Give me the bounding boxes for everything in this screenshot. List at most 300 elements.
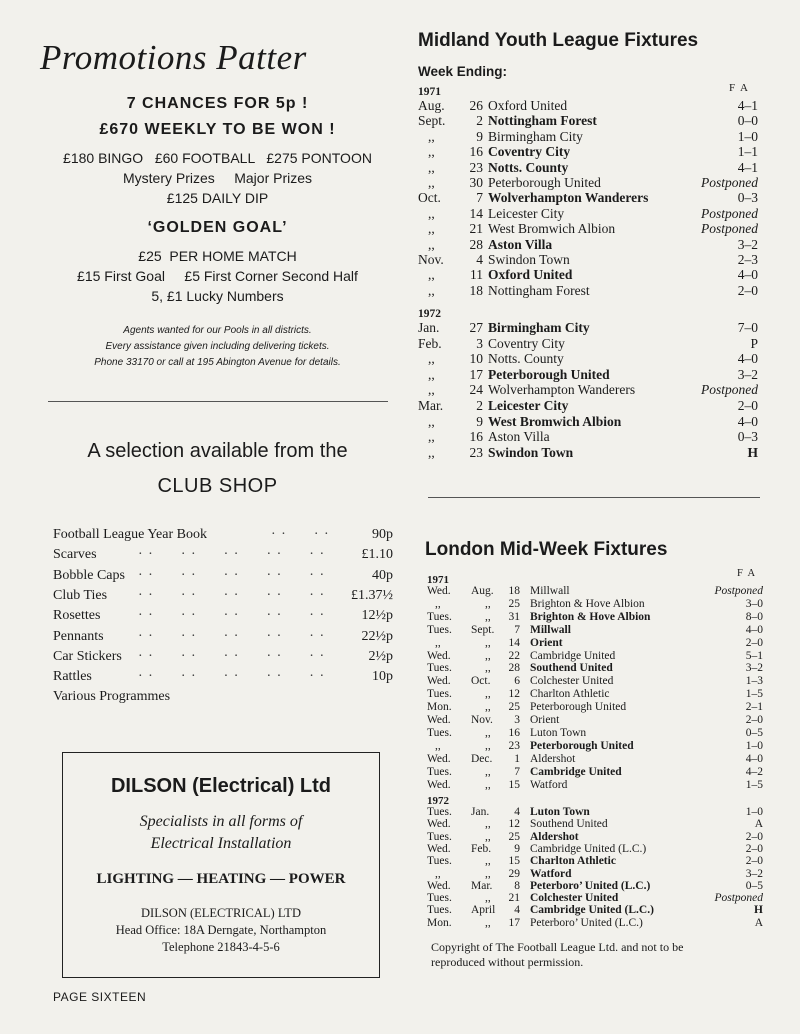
fixture-row	[427, 892, 765, 904]
fixture-opponent: Peterborough United	[488, 366, 610, 382]
fixture-month: ,,	[485, 610, 491, 623]
fixture-result: 2–0	[745, 830, 763, 843]
fixture-result: 1–0	[737, 128, 758, 144]
fixture-opponent: Aldershot	[530, 830, 579, 843]
london-year-1972: 1972	[427, 795, 449, 807]
fixture-weekday: Tues.	[427, 855, 452, 868]
fixture-row	[418, 414, 760, 430]
fixture-row	[418, 320, 760, 336]
shop-item-price: 90p	[372, 527, 393, 542]
fixture-opponent: Charlton Athletic	[530, 855, 616, 868]
shop-item-name: Rosettes	[53, 608, 101, 624]
leader-dots: · · · ·	[271, 527, 330, 542]
fixture-weekday: ,,	[435, 867, 441, 880]
london-year-1971: 1971	[427, 574, 449, 586]
london-title: London Mid-Week Fixtures	[425, 539, 668, 560]
fixture-opponent: Wolverhampton Wanderers	[488, 190, 649, 206]
fixture-month: ,,	[428, 267, 435, 283]
fixture-weekday: Tues.	[427, 662, 452, 675]
promo-prizes-line: £125 DAILY DIP	[166, 190, 269, 206]
fixture-result: 2–1	[745, 701, 763, 714]
leader-dots: · · · · · · · · · ·	[138, 648, 326, 664]
fixture-day: 28	[508, 662, 520, 675]
leader-dots: · · · · · · · · · ·	[138, 587, 326, 603]
shop-item	[53, 547, 393, 567]
fixture-weekday: Tues.	[427, 726, 452, 739]
fixture-result: 3–2	[745, 867, 763, 880]
fixture-opponent: Brighton & Hove Albion	[530, 610, 651, 623]
fixture-day: 29	[508, 867, 520, 880]
fixture-opponent: Millwall	[530, 585, 570, 597]
fixture-month: ,,	[485, 701, 491, 714]
fixture-day: 4	[514, 806, 520, 818]
fixture-month: ,,	[428, 366, 435, 382]
fixture-month: ,,	[485, 778, 491, 791]
fixture-day: 16	[508, 726, 520, 739]
fixture-opponent: Aston Villa	[488, 236, 553, 252]
fixture-day: 7	[514, 623, 520, 636]
leader-dots: · · · · · · · · · ·	[138, 669, 326, 685]
shop-item-price: 2½p	[368, 648, 393, 664]
fixture-result: A	[754, 818, 763, 831]
fixture-weekday: Tues.	[427, 623, 452, 636]
fixture-row	[427, 662, 765, 674]
fixture-day: 26	[469, 98, 483, 113]
fixture-month: ,,	[428, 444, 435, 460]
fixture-weekday: Wed.	[427, 585, 451, 597]
promo-headline-chances: 7 CHANCES FOR 5p !	[126, 95, 309, 112]
midland-year-1971: 1971	[418, 86, 441, 98]
fixture-result: 0–5	[745, 879, 763, 892]
shop-item-name: Rattles	[53, 669, 92, 685]
shop-item-price: £1.10	[361, 547, 393, 563]
fixture-month: Oct.	[418, 190, 441, 206]
fixture-day: 23	[508, 739, 520, 752]
shop-item	[53, 629, 393, 649]
fixture-day: 3	[476, 335, 483, 351]
fixture-result: 4–0	[737, 413, 758, 429]
fixture-month: Nov.	[471, 714, 493, 726]
shop-item-price: 22½p	[361, 628, 393, 644]
golden-goal-line: 5, £1 Lucky Numbers	[151, 288, 284, 304]
fixture-day: 30	[469, 175, 483, 190]
fixture-weekday: Tues.	[427, 830, 452, 843]
fixture-weekday: Tues.	[427, 765, 452, 778]
fixture-result: 0–5	[745, 726, 763, 739]
fixture-opponent: Millwall	[530, 623, 571, 636]
shop-item-name: Car Stickers	[53, 648, 122, 664]
fixture-row	[427, 585, 765, 597]
fixture-weekday: Mon.	[427, 701, 452, 714]
leader-dots: · · · · · · · · · ·	[138, 567, 326, 583]
fixture-day: 17	[508, 916, 520, 929]
fixture-opponent: Charlton Athletic	[530, 688, 610, 701]
fixture-day: 7	[476, 190, 483, 206]
shop-item	[53, 527, 393, 547]
fixture-weekday: Wed.	[427, 879, 451, 892]
fixture-result: A	[754, 916, 763, 929]
fixture-day: 12	[508, 688, 520, 701]
fixture-month: Sept.	[471, 623, 495, 636]
fixture-day: 31	[508, 610, 520, 623]
fixture-row	[418, 367, 760, 383]
fixture-result: Postponed	[714, 585, 763, 597]
fixture-row	[427, 806, 765, 818]
fixture-result: 8–0	[745, 610, 763, 623]
shop-item	[53, 689, 393, 709]
fixture-month: Aug.	[418, 98, 445, 113]
dilson-advert	[62, 752, 380, 978]
shop-item	[53, 588, 393, 608]
shop-item-name: Bobble Caps	[53, 567, 125, 583]
fixture-row	[427, 727, 765, 739]
fixture-result: Postponed	[701, 205, 758, 221]
fixture-month: ,,	[485, 636, 491, 649]
fixture-result: 2–0	[737, 282, 758, 298]
shop-item-price: 12½p	[361, 608, 393, 624]
fixture-month: ,,	[485, 830, 491, 843]
fixture-result: H	[754, 904, 763, 917]
advert-office: Head Office: 18A Derngate, Northampton	[115, 923, 327, 937]
fixture-month: ,,	[428, 351, 435, 367]
fixture-opponent: Wolverhampton Wanderers	[488, 382, 636, 398]
fixture-opponent: Brighton & Hove Albion	[530, 597, 645, 610]
promo-title: Promotions Patter	[40, 38, 307, 77]
fixture-month: Jan.	[471, 806, 490, 818]
fixture-row	[427, 831, 765, 843]
fixture-opponent: Watford	[530, 867, 572, 880]
fixture-row	[427, 598, 765, 610]
fixture-opponent: Cambridge United	[530, 765, 622, 778]
fixture-day: 14	[469, 205, 483, 221]
promo-prizes-line: £180 BINGO £60 FOOTBALL £275 PONTOON	[63, 150, 372, 166]
fixture-month: Dec.	[471, 752, 493, 765]
fixture-day: 16	[469, 144, 483, 160]
fixture-opponent: Colchester United	[530, 675, 614, 688]
golden-goal-line: £15 First Goal £5 First Corner Second Half	[77, 268, 358, 284]
fixture-month: ,,	[485, 597, 491, 610]
fixture-opponent: Southend United	[530, 818, 608, 831]
shop-item	[53, 608, 393, 628]
shop-item-name: Club Ties	[53, 587, 108, 603]
fixture-result: 4–2	[745, 765, 763, 778]
fixture-day: 10	[469, 351, 483, 367]
fixture-result: 4–1	[737, 98, 758, 113]
shop-item-name: Scarves	[53, 547, 97, 563]
fixture-result: P	[750, 335, 758, 351]
fixture-day: 14	[508, 636, 520, 649]
fixture-month: ,,	[428, 236, 435, 252]
fixture-month: Aug.	[471, 585, 494, 597]
shop-item	[53, 669, 393, 689]
advert-tagline: Electrical Installation	[150, 835, 292, 852]
fixture-day: 6	[514, 675, 520, 688]
agents-note: Every assistance given including delivering tickets.	[105, 341, 330, 352]
fixture-month: ,,	[485, 855, 491, 868]
fixture-weekday: Tues.	[427, 688, 452, 701]
fixture-opponent: Leicester City	[488, 398, 569, 413]
fixture-weekday: Wed.	[427, 649, 451, 662]
fixture-month: Nov.	[418, 252, 444, 267]
fixture-day: 21	[469, 221, 483, 237]
fixture-result: 0–3	[737, 190, 758, 206]
fixture-result: 3–2	[737, 366, 758, 382]
fixture-result: 4–0	[745, 752, 763, 765]
fixture-result: 1–0	[745, 739, 763, 752]
fixture-row	[418, 206, 760, 222]
fixture-weekday: Mon.	[427, 916, 452, 929]
fixture-result: 1–0	[745, 806, 763, 818]
fixture-row	[418, 252, 760, 268]
fixture-weekday: Wed.	[427, 818, 451, 831]
fixture-opponent: Coventry City	[488, 335, 565, 351]
golden-goal-line: £25 PER HOME MATCH	[138, 248, 297, 264]
week-ending-label: Week Ending:	[418, 64, 508, 79]
shop-item	[53, 649, 393, 669]
midland-fa-header: F A	[729, 82, 748, 94]
fixture-weekday: Wed.	[427, 752, 451, 765]
fixture-opponent: Aldershot	[530, 752, 576, 765]
fixture-opponent: Peterborough United	[530, 701, 627, 714]
fixture-row	[427, 880, 765, 892]
promo-prizes-line: Mystery Prizes Major Prizes	[122, 170, 313, 186]
fixture-result: H	[747, 444, 758, 460]
fixture-month: ,,	[485, 726, 491, 739]
fixture-opponent: Leicester City	[488, 205, 565, 221]
fixture-row	[418, 336, 760, 352]
fixture-day: 9	[514, 842, 520, 855]
fixture-opponent: Luton Town	[530, 726, 587, 739]
fixture-result: 2–0	[745, 842, 763, 855]
fixture-row	[418, 175, 760, 191]
fixture-row	[427, 688, 765, 700]
fixture-weekday: Tues.	[427, 892, 452, 905]
fixture-row	[418, 382, 760, 398]
fixture-opponent: Birmingham City	[488, 320, 590, 335]
fixture-result: 1–3	[745, 675, 763, 688]
fixture-month: ,,	[428, 382, 435, 398]
fixture-day: 23	[469, 444, 483, 460]
fixture-opponent: Birmingham City	[488, 128, 583, 144]
shop-item-price: £1.37½	[351, 587, 393, 603]
fixture-result: 2–0	[745, 636, 763, 649]
fixture-row	[418, 351, 760, 367]
fixture-row	[427, 675, 765, 687]
fixture-opponent: Coventry City	[488, 144, 571, 160]
divider	[48, 401, 388, 402]
fixture-opponent: Swindon Town	[488, 444, 574, 460]
fixture-opponent: Notts. County	[488, 159, 569, 175]
fixture-row	[427, 779, 765, 791]
fixture-row	[427, 818, 765, 830]
fixture-result: 2–3	[737, 252, 758, 267]
fixture-month: Mar.	[418, 398, 444, 413]
fixture-result: Postponed	[701, 221, 758, 237]
fixture-row	[418, 445, 760, 461]
fixture-row	[427, 624, 765, 636]
fixture-result: 7–0	[737, 320, 758, 335]
fixture-day: 25	[508, 830, 520, 843]
fixture-opponent: Swindon Town	[488, 252, 570, 267]
fixture-month: ,,	[485, 662, 491, 675]
fixture-day: 3	[514, 714, 520, 726]
fixture-month: April	[471, 904, 496, 917]
fixture-weekday: Wed.	[427, 778, 451, 791]
fixture-month: Sept.	[418, 113, 446, 129]
fixture-month: ,,	[428, 159, 435, 175]
fixture-month: ,,	[485, 892, 491, 905]
fixture-row	[418, 221, 760, 237]
fixture-opponent: Orient	[530, 714, 560, 726]
fixture-opponent: Oxford United	[488, 98, 568, 113]
fixture-row	[418, 237, 760, 253]
fixture-day: 27	[469, 320, 483, 335]
midland-title: Midland Youth League Fixtures	[418, 30, 699, 51]
fixture-result: 3–2	[745, 662, 763, 675]
fixture-day: 18	[508, 585, 520, 597]
fixture-row	[427, 701, 765, 713]
fixture-month: ,,	[428, 413, 435, 429]
fixture-day: 7	[514, 765, 520, 778]
copyright-line: reproduced without permission.	[431, 955, 584, 969]
fixture-weekday: Wed.	[427, 714, 451, 726]
fixture-day: 28	[469, 236, 483, 252]
fixture-opponent: Nottingham Forest	[488, 113, 597, 129]
fixture-opponent: Nottingham Forest	[488, 282, 590, 298]
fixture-opponent: West Bromwich Albion	[488, 221, 616, 237]
fixture-month: ,,	[485, 867, 491, 880]
fixture-result: 4–0	[737, 267, 758, 283]
fixture-opponent: Peterboro’ United (L.C.)	[530, 916, 643, 929]
fixture-opponent: Cambridge United	[530, 649, 616, 662]
fixture-day: 1	[514, 752, 520, 765]
fixture-month: ,,	[485, 649, 491, 662]
fixture-month: ,,	[428, 221, 435, 237]
fixture-weekday: Tues.	[427, 806, 452, 818]
fixture-month: Feb.	[418, 335, 442, 351]
fixture-month: Mar.	[471, 879, 493, 892]
advert-tagline: Specialists in all forms of	[139, 813, 303, 830]
fixture-opponent: Notts. County	[488, 351, 564, 367]
shop-item	[53, 568, 393, 588]
club-shop-title: CLUB SHOP	[157, 475, 278, 497]
advert-company: DILSON (ELECTRICAL) LTD	[141, 906, 301, 920]
promo-headline-weekly: £670 WEEKLY TO BE WON !	[99, 121, 336, 138]
leader-dots: · · · · · · · · · ·	[138, 608, 326, 624]
copyright-line: Copyright of The Football League Ltd. and not to be	[431, 940, 684, 954]
fixture-day: 25	[508, 597, 520, 610]
fixture-row	[427, 904, 765, 916]
fixture-weekday: Tues.	[427, 610, 452, 623]
fixture-row	[427, 714, 765, 726]
fixture-opponent: Watford	[530, 778, 568, 791]
fixture-month: Jan.	[418, 320, 440, 335]
fixture-row	[427, 868, 765, 880]
fixture-day: 2	[476, 398, 483, 413]
fixture-day: 4	[514, 904, 520, 917]
fixture-weekday: ,,	[435, 739, 441, 752]
fixture-opponent: Peterboro’ United (L.C.)	[530, 879, 651, 892]
shop-item-name: Pennants	[53, 628, 104, 644]
advert-services: LIGHTING — HEATING — POWER	[96, 871, 346, 887]
fixture-opponent: Cambridge United (L.C.)	[530, 842, 647, 855]
fixture-month: Oct.	[471, 675, 491, 688]
fixture-day: 12	[508, 818, 520, 831]
advert-title: DILSON (Electrical) Ltd	[110, 775, 332, 797]
fixture-row	[427, 766, 765, 778]
fixture-opponent: Peterborough United	[488, 175, 601, 190]
fixture-opponent: Peterborough United	[530, 739, 634, 752]
fixture-day: 23	[469, 159, 483, 175]
fixture-day: 22	[508, 649, 520, 662]
fixture-result: 3–0	[745, 597, 763, 610]
fixture-row	[427, 855, 765, 867]
fixture-weekday: Wed.	[427, 675, 451, 688]
fixture-day: 21	[508, 892, 520, 905]
page-number: PAGE SIXTEEN	[53, 990, 147, 1004]
fixture-row	[418, 429, 760, 445]
fixture-opponent: Orient	[530, 636, 563, 649]
fixture-result: 2–0	[737, 398, 758, 413]
fixture-day: 8	[514, 879, 520, 892]
fixture-row	[427, 637, 765, 649]
fixture-result: Postponed	[701, 382, 758, 398]
fixture-row	[427, 917, 765, 929]
fixture-result: 1–1	[737, 144, 758, 160]
fixture-result: 3–2	[737, 236, 758, 252]
leader-dots: · · · · · · · · · ·	[138, 628, 326, 644]
fixture-day: 24	[469, 382, 483, 398]
leader-dots: · · · · · · · · · ·	[138, 547, 326, 563]
fixture-row	[418, 283, 760, 299]
fixture-row	[427, 843, 765, 855]
shop-item-price: 40p	[372, 567, 393, 583]
fixture-day: 25	[508, 701, 520, 714]
fixture-weekday: Wed.	[427, 842, 451, 855]
fixture-month: ,,	[485, 688, 491, 701]
fixture-day: 17	[469, 366, 483, 382]
fixture-result: 2–0	[745, 855, 763, 868]
advert-phone: Telephone 21843-4-5-6	[162, 940, 280, 954]
fixture-opponent: Oxford United	[488, 267, 573, 283]
fixture-result: 1–5	[745, 688, 763, 701]
fixture-day: 15	[508, 855, 520, 868]
fixture-month: ,,	[485, 916, 491, 929]
fixture-month: ,,	[485, 739, 491, 752]
golden-goal-heading: ‘GOLDEN GOAL’	[147, 219, 288, 236]
fixture-day: 11	[470, 267, 483, 283]
fixture-day: 9	[476, 128, 483, 144]
agents-note: Phone 33170 or call at 195 Abington Avenue for details.	[94, 357, 341, 368]
london-fa-header: F A	[737, 568, 756, 579]
fixture-row	[418, 113, 760, 129]
fixture-result: Postponed	[701, 175, 758, 190]
fixture-opponent: Aston Villa	[488, 429, 550, 445]
fixture-month: ,,	[485, 765, 491, 778]
fixture-opponent: Southend United	[530, 662, 613, 675]
club-shop-heading: A selection available from the	[87, 440, 348, 462]
fixture-row	[427, 650, 765, 662]
fixture-row	[418, 398, 760, 414]
fixture-row	[427, 753, 765, 765]
fixture-row	[418, 98, 760, 114]
fixture-result: 5–1	[745, 649, 763, 662]
fixture-result: 4–0	[745, 623, 763, 636]
fixture-row	[418, 160, 760, 176]
fixture-row	[418, 144, 760, 160]
fixture-result: 4–0	[737, 351, 758, 367]
fixture-day: 4	[476, 252, 483, 267]
